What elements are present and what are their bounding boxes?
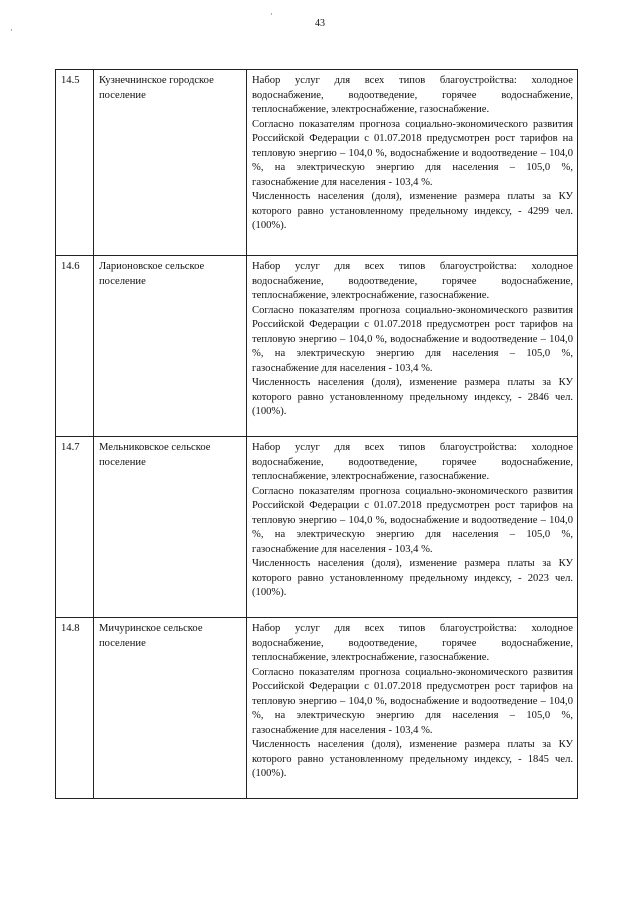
municipality-table [55, 69, 578, 799]
settlement-name: Кузнечнинское городское поселение [94, 70, 247, 256]
services-text: Набор услуг для всех типов благоустройства: холодное водоснабжение, водоотведение, горячее водоснабжение, теплоснабжение, электроснабжение, газоснабжение. [252, 623, 573, 663]
settlement-name: Мельниковское сельское поселение [94, 437, 247, 618]
row-number: 14.6 [56, 256, 94, 437]
table-row [56, 256, 578, 437]
row-description [247, 256, 578, 437]
settlement-name: Мичуринское сельское поселение [94, 618, 247, 799]
services-text: Набор услуг для всех типов благоустройства: холодное водоснабжение, водоотведение, горячее водоснабжение, теплоснабжение, электроснабжение, газоснабжение. [252, 261, 573, 301]
table-row [56, 437, 578, 618]
row-description [247, 70, 578, 256]
population-text: Численность населения (доля), изменение размера платы за КУ которого равно установленному предельному индексу, - 2846 чел. (100%). [252, 377, 573, 417]
forecast-text: Согласно показателям прогноза социально-экономического развития Российской Федерации с 01.07.2018 предусмотрен рост тарифов на тепловую энергию – 104,0 %, водоснабжение и водоотведение – 104,0 %, на электрическую энергию для населения – 105,0 %, газоснабжение для населения - 103,4 %. [252, 666, 573, 736]
scan-speck: · [10, 25, 13, 35]
page-number: 43 [315, 18, 325, 29]
population-text: Численность населения (доля), изменение размера платы за КУ которого равно установленному предельному индексу, - 1845 чел. (100%). [252, 739, 573, 779]
table-row [56, 70, 578, 256]
population-text: Численность населения (доля), изменение размера платы за КУ которого равно установленному предельному индексу, - 2023 чел. (100%). [252, 558, 573, 598]
row-number: 14.8 [56, 618, 94, 799]
scan-speck: · [270, 9, 273, 19]
services-text: Набор услуг для всех типов благоустройства: холодное водоснабжение, водоотведение, горячее водоснабжение, теплоснабжение, электроснабжение, газоснабжение. [252, 442, 573, 482]
settlement-name: Ларионовское сельское поселение [94, 256, 247, 437]
forecast-text: Согласно показателям прогноза социально-экономического развития Российской Федерации с 01.07.2018 предусмотрен рост тарифов на тепловую энергию – 104,0 %, водоснабжение и водоотведение – 104,0 %, на электрическую энергию для населения – 105,0 %, газоснабжение для населения - 103,4 %. [252, 485, 573, 555]
row-number: 14.7 [56, 437, 94, 618]
row-number: 14.5 [56, 70, 94, 256]
population-text: Численность населения (доля), изменение размера платы за КУ которого равно установленному предельному индексу, - 4299 чел. (100%). [252, 191, 573, 231]
row-description [247, 618, 578, 799]
row-description [247, 437, 578, 618]
forecast-text: Согласно показателям прогноза социально-экономического развития Российской Федерации с 01.07.2018 предусмотрен рост тарифов на тепловую энергию – 104,0 %, водоснабжение и водоотведение – 104,0 %, на электрическую энергию для населения – 105,0 %, газоснабжение для населения - 103,4 %. [252, 304, 573, 374]
forecast-text: Согласно показателям прогноза социально-экономического развития Российской Федерации с 01.07.2018 предусмотрен рост тарифов на тепловую энергию – 104,0 %, водоснабжение и водоотведение – 104,0 %, на электрическую энергию для населения – 105,0 %, газоснабжение для населения - 103,4 %. [252, 118, 573, 188]
table-row [56, 618, 578, 799]
services-text: Набор услуг для всех типов благоустройства: холодное водоснабжение, водоотведение, горячее водоснабжение, теплоснабжение, электроснабжение, газоснабжение. [252, 75, 573, 115]
